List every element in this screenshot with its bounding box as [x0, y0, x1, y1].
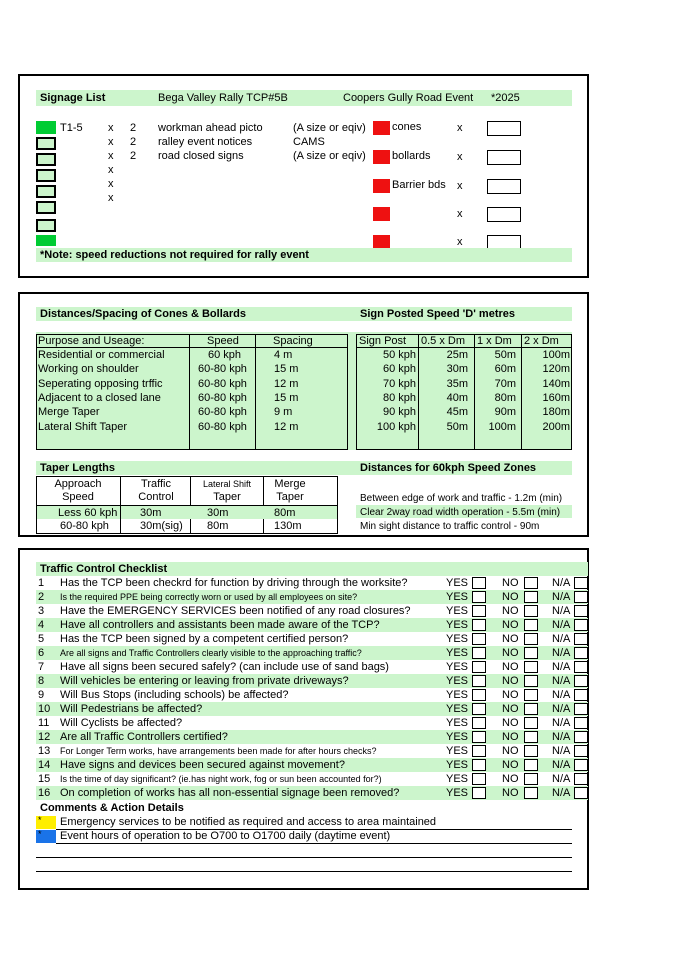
checklist-number: 14 [38, 759, 51, 771]
na-checkbox[interactable] [574, 633, 588, 645]
signspeed-cell: 35m [446, 377, 468, 390]
taper-header-1: Traffic [141, 478, 171, 490]
sign-x: x [108, 192, 114, 204]
no-checkbox[interactable] [524, 605, 538, 617]
spacing-header-cell: Spacing [273, 335, 313, 347]
checklist-row [36, 688, 588, 702]
na-checkbox[interactable] [574, 731, 588, 743]
no-label: NO [502, 745, 519, 757]
checklist-question: On completion of works has all non-essential signage been removed? [60, 787, 400, 799]
na-label: N/A [552, 647, 571, 659]
checklist-row [36, 772, 588, 786]
spacing-value: 4 m [274, 349, 293, 361]
taper-cell: 60-80 kph [60, 520, 109, 532]
signspeed-cell: 80 kph [382, 391, 416, 404]
taper-cell: 80m [207, 520, 229, 532]
checklist-row [36, 730, 588, 744]
na-checkbox[interactable] [574, 759, 588, 771]
signspeed-col-line-3 [521, 334, 522, 450]
no-label: NO [502, 619, 519, 631]
no-label: NO [502, 647, 519, 659]
spacing-value: 12 m [274, 377, 299, 390]
comments-title: Comments & Action Details [40, 802, 184, 814]
signspeed-cell: 25m [446, 349, 468, 361]
signspeed-header-cell: 1 x Dm [477, 335, 512, 347]
sign-qty: 2 [130, 122, 137, 134]
device-x: x [457, 180, 463, 192]
signspeed-cell: 100 kph [376, 420, 416, 433]
na-label: N/A [552, 619, 571, 631]
yes-label: YES [446, 661, 469, 673]
no-checkbox[interactable] [524, 675, 538, 687]
yes-label: YES [446, 605, 469, 617]
taper-header-1: Approach [54, 478, 102, 490]
yes-checkbox[interactable] [472, 675, 486, 687]
taper-cell: Less 60 kph [58, 507, 118, 519]
na-checkbox[interactable] [574, 787, 588, 799]
yes-checkbox[interactable] [472, 745, 486, 757]
no-label: NO [502, 661, 519, 673]
no-label: NO [502, 633, 519, 645]
checklist-number: 7 [38, 661, 45, 673]
no-checkbox[interactable] [524, 787, 538, 799]
checklist-question: Is the time of day significant? (ie.has night work, fog or sun been accounted for?) [60, 774, 382, 784]
checklist-number: 10 [38, 703, 51, 715]
checklist-number: 6 [38, 647, 45, 659]
checklist-row [36, 660, 588, 674]
green-sign-box[interactable] [36, 153, 56, 166]
spacing-speed: 60 kph [208, 349, 242, 361]
yes-label: YES [446, 745, 469, 757]
signspeed-cell: 90 kph [382, 406, 416, 419]
spacing-header-cell: Purpose and Useage: [38, 335, 145, 347]
yes-checkbox[interactable] [472, 577, 486, 589]
no-checkbox[interactable] [524, 759, 538, 771]
device-x: x [457, 151, 463, 163]
no-label: NO [502, 731, 519, 743]
taper-header-1: Merge [274, 478, 306, 490]
device-label: cones [392, 121, 422, 133]
taper-header-2: Control [138, 491, 174, 503]
checklist-question: Will Pedestrians be affected? [60, 703, 203, 715]
comment-text: Event hours of operation to be O700 to O1700 daily (daytime event) [60, 830, 391, 842]
signspeed-cell: 30m [446, 363, 468, 376]
checklist-number: 1 [38, 577, 45, 589]
checklist-number: 4 [38, 619, 45, 631]
comment-line-3 [36, 857, 572, 858]
signspeed-header-cell: 2 x Dm [524, 335, 559, 347]
checklist-row [36, 590, 588, 604]
checklist-question: Are all Traffic Controllers certified? [60, 731, 228, 743]
taper-header-1: Lateral Shift [202, 479, 252, 489]
spacing-purpose: Residential or commercial [38, 349, 165, 361]
checklist-number: 11 [38, 717, 50, 729]
spacing-title: Distances/Spacing of Cones & Bollards [40, 308, 246, 320]
signspeed-col-line-2 [474, 334, 475, 450]
checklist-number: 15 [38, 773, 51, 785]
yes-checkbox[interactable] [472, 773, 486, 785]
signage-event: Bega Valley Rally TCP#5B [158, 92, 288, 104]
spacing-header-cell: Speed [207, 335, 239, 347]
sign-x: x [108, 178, 114, 190]
taper-cell: 30m [207, 507, 229, 519]
no-label: NO [502, 773, 519, 785]
yes-label: YES [446, 717, 469, 729]
no-checkbox[interactable] [524, 703, 538, 715]
sign-desc: road closed signs [158, 150, 244, 162]
comment-marker-star: * [38, 829, 42, 839]
checklist-row [36, 646, 588, 660]
na-label: N/A [552, 633, 571, 645]
yes-label: YES [446, 759, 469, 771]
na-checkbox[interactable] [574, 717, 588, 729]
yes-label: YES [446, 591, 469, 603]
signspeed-cell: 70 kph [382, 377, 416, 390]
zone-line-1: Between edge of work and traffic - 1.2m (min) [360, 493, 563, 504]
no-label: NO [502, 591, 519, 603]
signage-title: Signage List [40, 92, 106, 104]
signspeed-cell: 100m [488, 420, 516, 433]
yes-checkbox[interactable] [472, 759, 486, 771]
sign-x: x [108, 136, 114, 148]
no-label: NO [502, 675, 519, 687]
green-sign-box[interactable] [36, 235, 56, 246]
checklist-question: Have all signs been secured safely? (can include use of sand bags) [60, 661, 389, 673]
spacing-col-line-2 [255, 334, 256, 450]
green-sign-box[interactable] [36, 169, 56, 182]
yes-label: YES [446, 689, 469, 701]
comment-marker-star: * [38, 815, 42, 825]
spacing-col-line-1 [189, 334, 190, 450]
na-label: N/A [552, 689, 571, 701]
checklist-number: 12 [38, 731, 51, 743]
spacing-speed: 60-80 kph [198, 406, 247, 419]
no-checkbox[interactable] [524, 773, 538, 785]
yes-checkbox[interactable] [472, 717, 486, 729]
checklist-row [36, 716, 588, 730]
signspeed-cell: 40m [446, 391, 468, 404]
checklist-question: Are all signs and Traffic Controllers clearly visible to the approaching traffic? [60, 648, 362, 658]
green-sign-box[interactable] [36, 201, 56, 214]
checklist-question: Have the EMERGENCY SERVICES been notified of any road closures? [60, 605, 411, 617]
checklist-question: Will Bus Stops (including schools) be affected? [60, 689, 289, 701]
red-device-box[interactable] [373, 207, 390, 221]
signspeed-title: Sign Posted Speed 'D' metres [360, 308, 515, 320]
signspeed-cell: 160m [542, 391, 570, 404]
sign-desc: ralley event notices [158, 136, 253, 148]
checklist-question: For Longer Term works, have arrangements been made for after hours checks? [60, 746, 377, 756]
taper-header-2: Taper [213, 491, 241, 503]
na-label: N/A [552, 745, 571, 757]
spacing-value: 12 m [274, 420, 299, 433]
checklist-row [36, 604, 588, 618]
comment-line-4 [36, 871, 572, 872]
signspeed-cell: 120m [542, 363, 570, 376]
green-sign-box[interactable] [36, 219, 56, 232]
spacing-value: 9 m [274, 406, 293, 419]
checklist-question: Is the required PPE being correctly worn or used by all employees on site? [60, 592, 358, 602]
comment-underline [56, 843, 572, 844]
red-device-box[interactable] [373, 150, 390, 164]
sign-qty: 2 [130, 136, 137, 148]
yes-label: YES [446, 619, 469, 631]
sign-qty: 2 [130, 150, 137, 162]
sign-size: CAMS [293, 136, 325, 148]
checklist-number: 8 [38, 675, 45, 687]
checklist-question: Will Cyclists be affected? [60, 717, 183, 729]
na-label: N/A [552, 703, 571, 715]
red-device-box[interactable] [373, 235, 390, 249]
signspeed-cell: 180m [542, 406, 570, 419]
yes-label: YES [446, 773, 469, 785]
na-checkbox[interactable] [574, 675, 588, 687]
taper-cell: 30m(sig) [140, 520, 183, 532]
no-checkbox[interactable] [524, 591, 538, 603]
spacing-purpose: Lateral Shift Taper [38, 420, 128, 433]
yes-checkbox[interactable] [472, 647, 486, 659]
checklist-number: 2 [38, 591, 45, 603]
signage-year: *2025 [491, 92, 520, 104]
yes-checkbox[interactable] [472, 605, 486, 617]
signspeed-cell: 200m [542, 420, 570, 433]
taper-cell: 80m [274, 507, 296, 519]
signage-note: *Note: speed reductions not required for rally event [40, 249, 309, 261]
na-checkbox[interactable] [574, 661, 588, 673]
signspeed-cell: 80m [494, 391, 516, 404]
spacing-speed: 60-80 kph [198, 391, 247, 404]
signspeed-cell: 70m [494, 377, 516, 390]
signspeed-cell: 50m [494, 349, 516, 361]
na-label: N/A [552, 787, 571, 799]
yes-label: YES [446, 577, 469, 589]
sign-size: (A size or eqiv) [293, 122, 366, 134]
na-label: N/A [552, 577, 571, 589]
sign-code: T1-5 [60, 122, 83, 134]
red-device-box[interactable] [373, 179, 390, 193]
checklist-title: Traffic Control Checklist [40, 563, 168, 575]
device-x: x [457, 122, 463, 134]
checklist-row [36, 758, 588, 772]
device-x: x [457, 208, 463, 220]
checklist-number: 5 [38, 633, 45, 645]
device-label: bollards [392, 150, 431, 162]
yes-checkbox[interactable] [472, 633, 486, 645]
na-label: N/A [552, 717, 571, 729]
signspeed-cell: 60m [494, 363, 516, 376]
device-qty-box[interactable] [487, 121, 521, 136]
no-label: NO [502, 703, 519, 715]
spacing-value: 15 m [274, 391, 299, 404]
signspeed-cell: 90m [494, 406, 516, 419]
no-checkbox[interactable] [524, 577, 538, 589]
checklist-question: Has the TCP been checkrd for function by driving through the worksite? [60, 577, 408, 589]
checklist-row [36, 632, 588, 646]
device-qty-box[interactable] [487, 150, 521, 165]
spacing-purpose: Adjacent to a closed lane [38, 391, 161, 404]
no-checkbox[interactable] [524, 619, 538, 631]
na-checkbox[interactable] [574, 577, 588, 589]
na-checkbox[interactable] [574, 591, 588, 603]
na-label: N/A [552, 605, 571, 617]
checklist-row [36, 786, 588, 800]
yes-checkbox[interactable] [472, 619, 486, 631]
yes-label: YES [446, 703, 469, 715]
checklist-row [36, 576, 588, 590]
signspeed-col-line-1 [418, 334, 419, 450]
signspeed-cell: 140m [542, 377, 570, 390]
spacing-speed: 60-80 kph [198, 377, 247, 390]
taper-header-2: Taper [276, 491, 304, 503]
signspeed-cell: 45m [446, 406, 468, 419]
na-label: N/A [552, 661, 571, 673]
sign-desc: workman ahead picto [158, 122, 263, 134]
signspeed-cell: 60 kph [382, 363, 416, 376]
no-label: NO [502, 759, 519, 771]
yes-label: YES [446, 647, 469, 659]
na-checkbox[interactable] [574, 745, 588, 757]
checklist-question: Have signs and devices been secured against movement? [60, 759, 345, 771]
zone-line-3: Min sight distance to traffic control - 90m [360, 521, 540, 532]
device-qty-box[interactable] [487, 207, 521, 222]
taper-cell: 30m [140, 507, 162, 519]
no-checkbox[interactable] [524, 633, 538, 645]
na-checkbox[interactable] [574, 605, 588, 617]
no-checkbox[interactable] [524, 689, 538, 701]
spacing-speed: 60-80 kph [198, 420, 247, 433]
yes-checkbox[interactable] [472, 703, 486, 715]
checklist-row [36, 674, 588, 688]
signspeed-cell: 50 kph [382, 349, 416, 361]
yes-checkbox[interactable] [472, 689, 486, 701]
yes-label: YES [446, 787, 469, 799]
sign-size: (A size or eqiv) [293, 150, 366, 162]
no-checkbox[interactable] [524, 717, 538, 729]
taper-header-2: Speed [62, 491, 94, 503]
device-qty-box[interactable] [487, 179, 521, 194]
na-checkbox[interactable] [574, 703, 588, 715]
na-label: N/A [552, 591, 571, 603]
green-sign-box[interactable] [36, 121, 56, 134]
sign-x: x [108, 122, 114, 134]
signspeed-cell: 100m [542, 349, 570, 361]
zone-line-2: Clear 2way road width operation - 5.5m (min) [360, 507, 561, 518]
signspeed-header-cell: 0.5 x Dm [421, 335, 466, 347]
checklist-question: Have all controllers and assistants been made aware of the TCP? [60, 619, 380, 631]
no-checkbox[interactable] [524, 745, 538, 757]
zones-title: Distances for 60kph Speed Zones [360, 462, 537, 474]
checklist-row [36, 618, 588, 632]
na-checkbox[interactable] [574, 689, 588, 701]
device-x: x [457, 236, 463, 248]
no-checkbox[interactable] [524, 731, 538, 743]
signspeed-cell: 50m [446, 420, 468, 433]
checklist-number: 9 [38, 689, 45, 701]
sign-x: x [108, 164, 114, 176]
checklist-question: Will vehicles be entering or leaving from private driveways? [60, 675, 349, 687]
signspeed-header-cell: Sign Post [359, 335, 407, 347]
no-label: NO [502, 787, 519, 799]
taper-title: Taper Lengths [40, 462, 115, 474]
signage-road: Coopers Gully Road Event [343, 92, 474, 104]
checklist-number: 3 [38, 605, 45, 617]
yes-checkbox[interactable] [472, 731, 486, 743]
na-label: N/A [552, 675, 571, 687]
spacing-value: 15 m [274, 363, 299, 376]
no-label: NO [502, 689, 519, 701]
device-label: Barrier bds [392, 179, 446, 191]
spacing-purpose: Merge Taper [38, 406, 100, 419]
red-device-box[interactable] [373, 121, 390, 135]
comment-text: Emergency services to be notified as required and access to area maintained [60, 816, 437, 828]
yes-label: YES [446, 731, 469, 743]
spacing-speed: 60-80 kph [198, 363, 247, 376]
checklist-question: Has the TCP been signed by a competent certified person? [60, 633, 349, 645]
yes-label: YES [446, 633, 469, 645]
yes-label: YES [446, 675, 469, 687]
no-checkbox[interactable] [524, 647, 538, 659]
no-label: NO [502, 605, 519, 617]
spacing-purpose: Working on shoulder [38, 363, 139, 376]
checklist-row [36, 744, 588, 758]
na-label: N/A [552, 773, 571, 785]
no-checkbox[interactable] [524, 661, 538, 673]
yes-checkbox[interactable] [472, 661, 486, 673]
na-label: N/A [552, 731, 571, 743]
spacing-purpose: Seperating opposing trffic [38, 377, 163, 390]
checklist-row [36, 702, 588, 716]
green-sign-box[interactable] [36, 185, 56, 198]
no-label: NO [502, 577, 519, 589]
yes-checkbox[interactable] [472, 787, 486, 799]
yes-checkbox[interactable] [472, 591, 486, 603]
taper-cell: 130m [274, 520, 302, 532]
checklist-number: 16 [38, 787, 51, 799]
sign-x: x [108, 150, 114, 162]
checklist-number: 13 [38, 745, 51, 757]
no-label: NO [502, 717, 519, 729]
na-checkbox[interactable] [574, 773, 588, 785]
na-checkbox[interactable] [574, 647, 588, 659]
na-label: N/A [552, 759, 571, 771]
na-checkbox[interactable] [574, 619, 588, 631]
green-sign-box[interactable] [36, 137, 56, 150]
